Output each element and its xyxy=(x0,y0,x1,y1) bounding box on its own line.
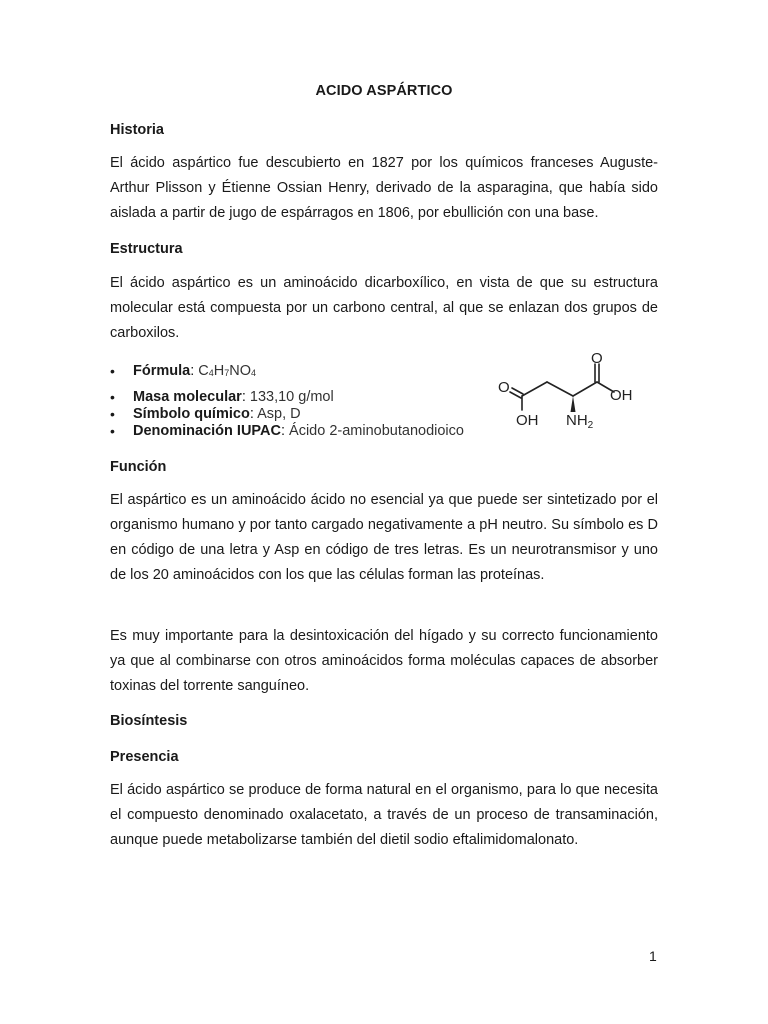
paragraph-funcion-1: El aspártico es un aminoácido ácido no esencial ya que puede ser sintetizado por el organismo humano y por tanto cargado negativamente a pH neutro. Su símbolo es D en código de una letra y Asp en código de tres letras. Es un neurotransmisor y uno de los 20 aminoácidos con los que las células forman las proteínas. xyxy=(110,492,658,583)
paragraph-estructura: El ácido aspártico es un aminoácido dicarboxílico, en vista de que su estructura molecular está compuesta por un carbono central, al que se enlazan dos grupos de carboxilos. xyxy=(110,275,658,341)
section-heading-estructura: Estructura xyxy=(110,241,183,257)
atom-o-top: O xyxy=(591,350,603,367)
section-heading-presencia: Presencia xyxy=(110,749,179,765)
paragraph-presencia: El ácido aspártico se produce de forma natural en el organismo, para lo que necesita el compuesto denominado oxalacetato, a través de un proceso de transaminación, aunque puede metabolizarse también del dietil sodio eftalimidomalonato. xyxy=(110,782,658,848)
bullet-icon: • xyxy=(110,423,115,439)
atom-nh2: $NH_2$ xyxy=(566,412,594,431)
bullet-icon: • xyxy=(110,363,115,379)
atom-oh-right: OH xyxy=(610,387,633,404)
formula-value: $C_4H_7NO_4$ xyxy=(198,363,257,379)
section-heading-historia: Historia xyxy=(110,122,164,138)
denominacion-iupac-value: Ácido 2-aminobutanodioico xyxy=(289,423,464,439)
denominacion-iupac-label: Denominación IUPAC xyxy=(133,423,281,439)
bullet-icon: • xyxy=(110,389,115,405)
paragraph-funcion-2: Es muy importante para la desintoxicación del hígado y su correcto funcionamiento ya que al combinarse con otros aminoácidos forma moléculas capaces de absorber toxinas del torrente sanguíneo. xyxy=(110,628,658,694)
section-heading-biosintesis: Biosíntesis xyxy=(110,713,188,729)
masa-molecular-value: 133,10 g/mol xyxy=(249,389,334,405)
page-number: 1 xyxy=(649,948,657,964)
atom-oh-bottom: OH xyxy=(516,412,539,429)
aspartic-acid-structure xyxy=(498,350,638,432)
paragraph-historia: El ácido aspártico fue descubierto en 1827 por los químicos franceses Auguste-Arthur Plisson y Étienne Ossian Henry, derivado de la asparagina, que había sido aislada a partir de jugo de espárragos en 1806, por ebullición con una base. xyxy=(110,155,658,221)
section-heading-funcion: Función xyxy=(110,459,167,475)
simbolo-quimico-label: Símbolo químico xyxy=(133,406,250,422)
masa-molecular-label: Masa molecular xyxy=(133,389,242,405)
atom-o-left: O xyxy=(498,379,510,396)
bullet-icon: • xyxy=(110,406,115,422)
formula-label: Fórmula xyxy=(133,363,191,379)
document-title: ACIDO ASPÁRTICO xyxy=(315,83,453,99)
molecule-bonds xyxy=(510,364,614,410)
wedge-bond-icon xyxy=(571,396,576,412)
simbolo-quimico-value: Asp, D xyxy=(257,406,301,422)
